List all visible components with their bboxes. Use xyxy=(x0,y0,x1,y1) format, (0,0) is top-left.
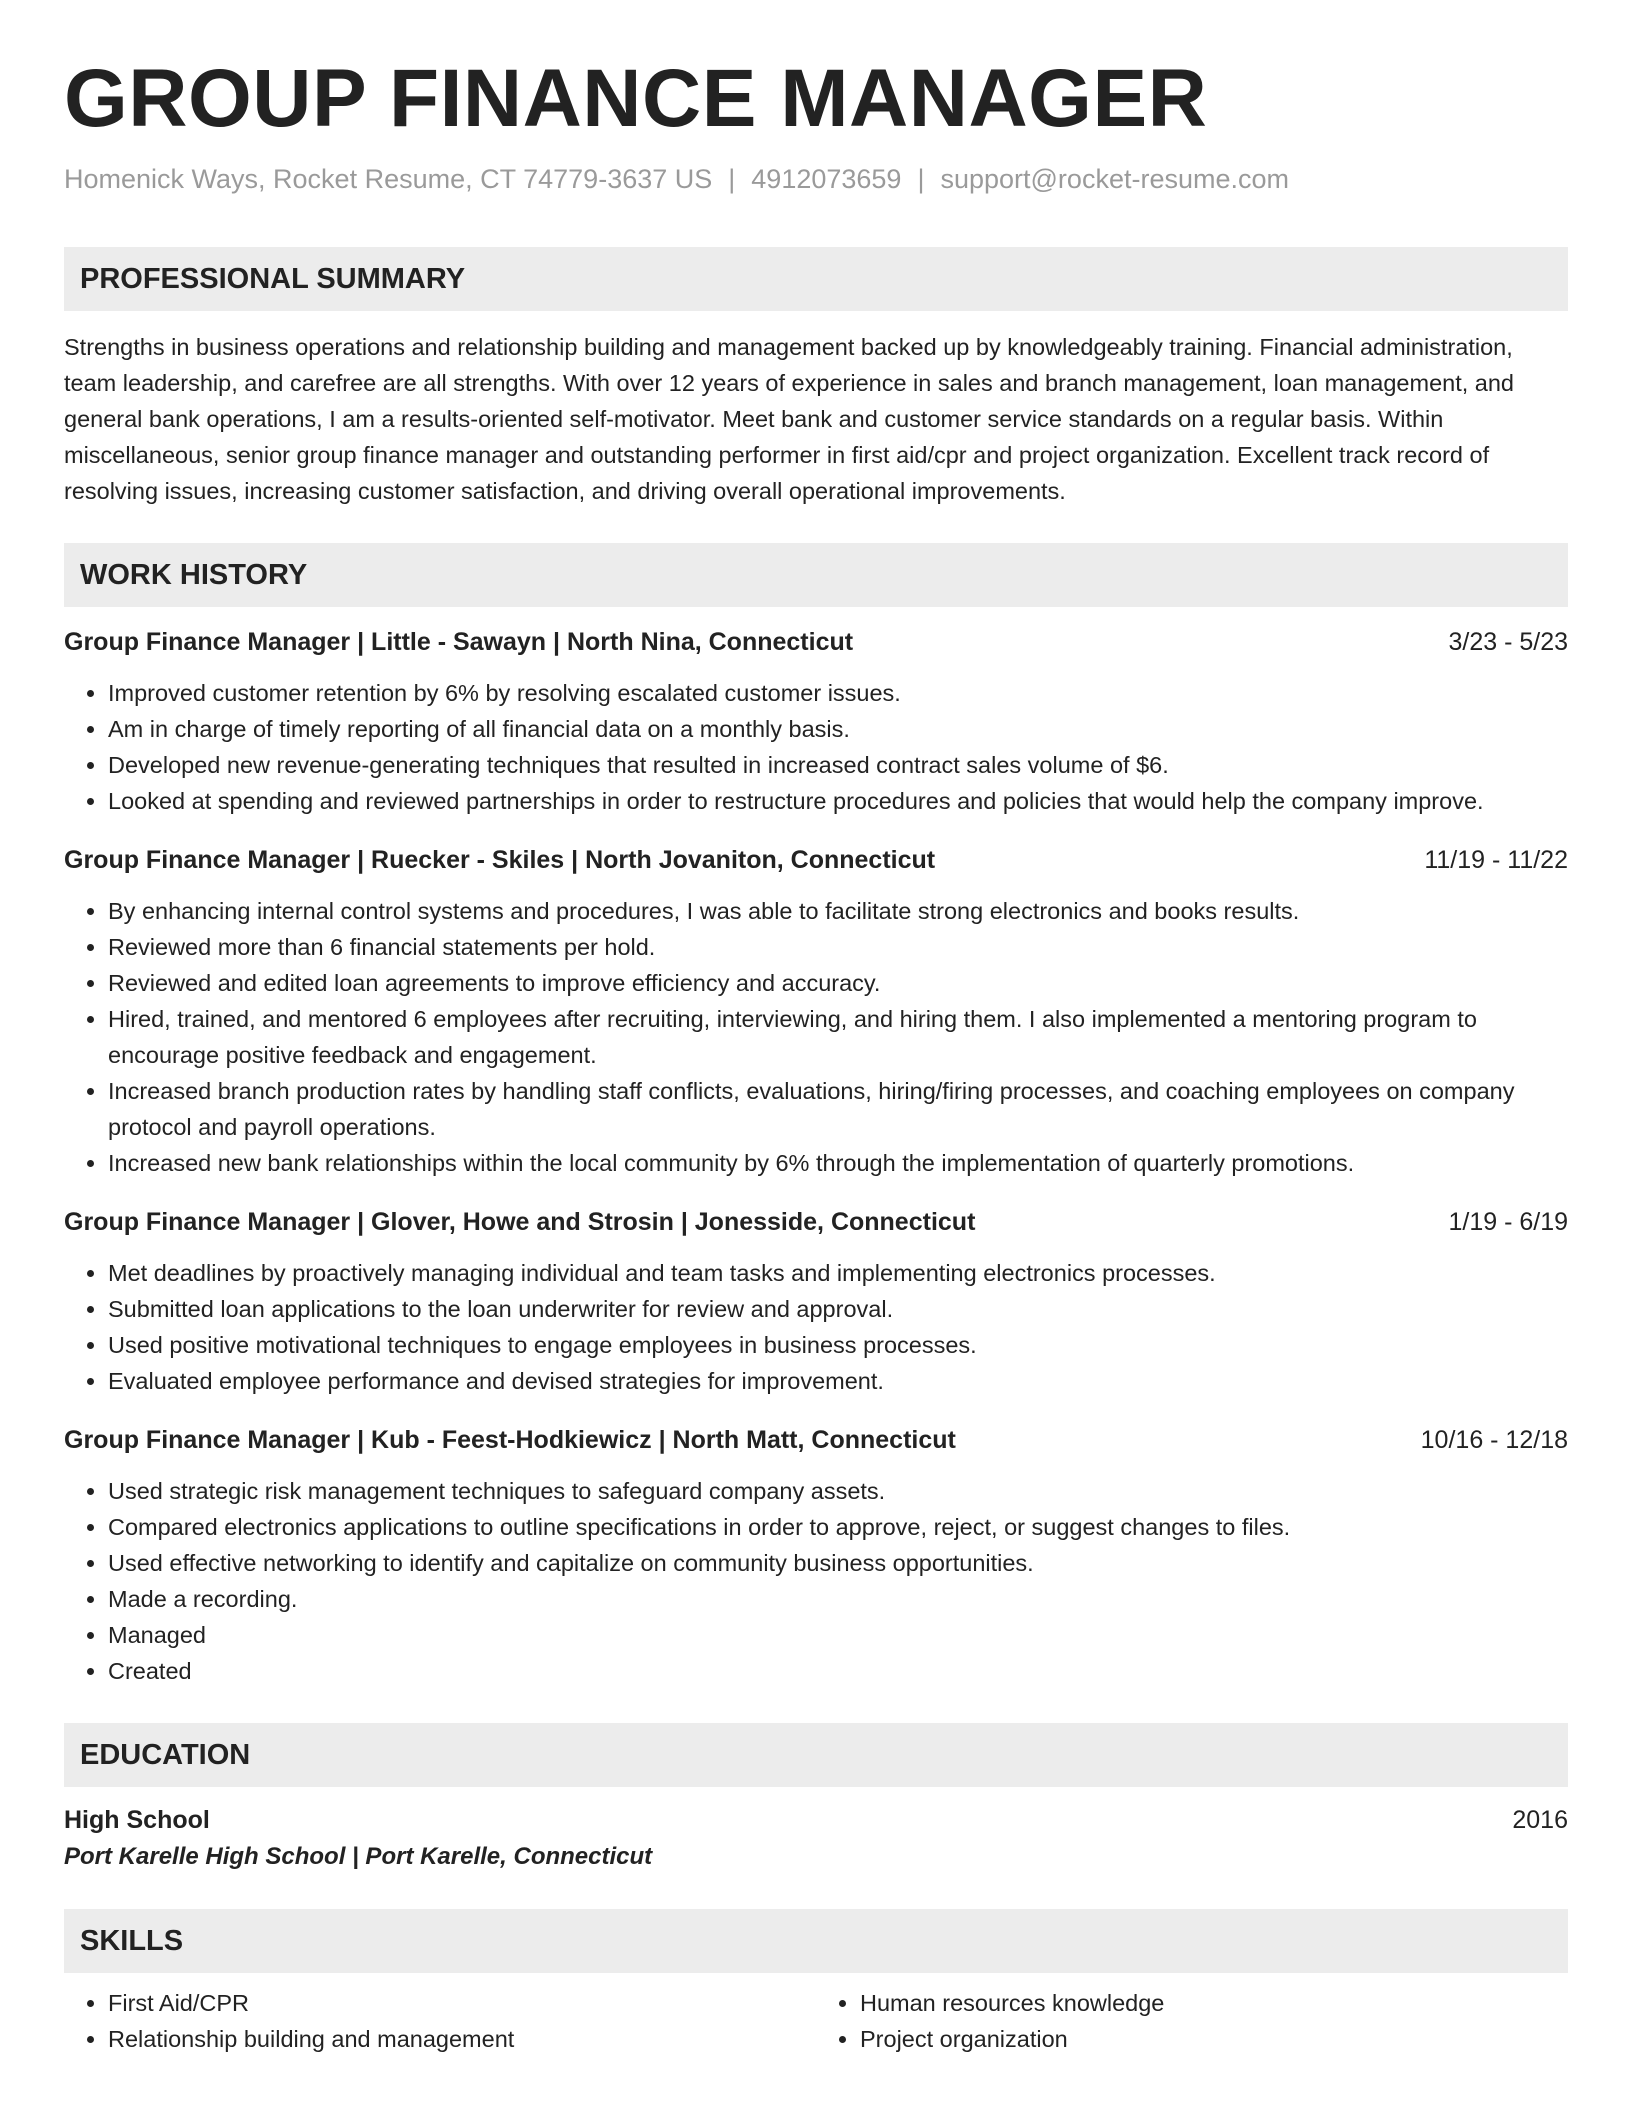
job-bullet: • Hired, trained, and mentored 6 employees after recruiting, interviewing, and hiring them. I also implemented a mentoring program to encourage positive feedback and engagement. xyxy=(108,1001,1568,1073)
job-bullet: • Increased branch production rates by handling staff conflicts, evaluations, hiring/firing processes, and coaching employees on company protocol and payroll operations. xyxy=(108,1073,1568,1145)
education-header xyxy=(64,1803,1568,1837)
job-header xyxy=(64,1205,1568,1239)
job-title: Group Finance Manager | Ruecker - Skiles | North Jovaniton, Connecticut xyxy=(64,846,936,874)
job-bullet: • Evaluated employee performance and devised strategies for improvement. xyxy=(108,1363,1568,1399)
job-entry xyxy=(64,625,1568,819)
job-bullet: • Am in charge of timely reporting of all financial data on a monthly basis. xyxy=(108,711,1568,747)
skill-item: • First Aid/CPR xyxy=(108,1985,816,2021)
skill-item: • Human resources knowledge xyxy=(860,1985,1568,2021)
job-bullet: • Increased new bank relationships within the local community by 6% through the implementation of quarterly promotions. xyxy=(108,1145,1568,1181)
section-heading-summary: PROFESSIONAL SUMMARY xyxy=(64,247,1568,311)
job-dates: 11/19 - 11/22 xyxy=(1424,846,1568,874)
job-bullet: • Developed new revenue-generating techniques that resulted in increased contract sales volume of $6. xyxy=(108,747,1568,783)
job-bullet: • Managed xyxy=(108,1617,1568,1653)
resume-name: GROUP FINANCE MANAGER xyxy=(64,53,1208,144)
job-bullet-list xyxy=(64,893,1568,1181)
skill-item: • Project organization xyxy=(860,2021,1568,2057)
job-bullet: • Looked at spending and reviewed partnerships in order to restructure procedures and policies that would help the company improve. xyxy=(108,783,1568,819)
job-title: Group Finance Manager | Glover, Howe and Strosin | Jonesside, Connecticut xyxy=(64,1208,976,1236)
job-dates: 3/23 - 5/23 xyxy=(1448,628,1568,656)
job-bullet: • By enhancing internal control systems and procedures, I was able to facilitate strong electronics and books results. xyxy=(108,893,1568,929)
contact-phone: 4912073659 xyxy=(751,164,902,194)
job-bullet-list xyxy=(64,675,1568,819)
job-entry xyxy=(64,843,1568,1181)
job-bullet-list xyxy=(64,1473,1568,1689)
section-heading-skills: SKILLS xyxy=(64,1909,1568,1973)
contact-separator: | xyxy=(728,164,736,194)
contact-line xyxy=(64,164,1568,195)
job-bullet: • Submitted loan applications to the loan underwriter for review and approval. xyxy=(108,1291,1568,1327)
job-bullet: • Reviewed more than 6 financial statements per hold. xyxy=(108,929,1568,965)
job-dates: 10/16 - 12/18 xyxy=(1420,1426,1568,1454)
job-entry xyxy=(64,1205,1568,1399)
job-bullet: • Used strategic risk management techniques to safeguard company assets. xyxy=(108,1473,1568,1509)
skills-columns xyxy=(64,1985,1568,2057)
section-heading-work-history: WORK HISTORY xyxy=(64,543,1568,607)
contact-address: Homenick Ways, Rocket Resume, CT 74779-3637 US xyxy=(64,164,713,194)
education-year: 2016 xyxy=(1512,1806,1568,1834)
summary-text: Strengths in business operations and relationship building and management backed up by knowledgeably training. Financial administration, team leadership, and carefree are all strengths. With over 12 years of experience in sales and branch management, loan management, and general bank operations, I am a results-oriented self-motivator. Meet bank and customer service standards on a regular basis. Within miscellaneous, senior group finance manager and outstanding performer in first aid/cpr and project organization. Excellent track record of resolving issues, increasing customer satisfaction, and driving overall operational improvements. xyxy=(64,334,1515,504)
job-header xyxy=(64,1423,1568,1457)
job-bullet: • Compared electronics applications to outline specifications in order to approve, reject, or suggest changes to files. xyxy=(108,1509,1568,1545)
job-bullet: • Used positive motivational techniques to engage employees in business processes. xyxy=(108,1327,1568,1363)
skill-item: • Relationship building and management xyxy=(108,2021,816,2057)
contact-separator: | xyxy=(917,164,925,194)
job-bullet-list xyxy=(64,1255,1568,1399)
job-bullet: • Improved customer retention by 6% by resolving escalated customer issues. xyxy=(108,675,1568,711)
job-bullet: • Met deadlines by proactively managing individual and team tasks and implementing electronics processes. xyxy=(108,1255,1568,1291)
skills-list-left xyxy=(64,1985,816,2057)
job-bullet: • Made a recording. xyxy=(108,1581,1568,1617)
job-header xyxy=(64,625,1568,659)
job-bullet: • Reviewed and edited loan agreements to improve efficiency and accuracy. xyxy=(108,965,1568,1001)
job-header xyxy=(64,843,1568,877)
job-bullet: • Created xyxy=(108,1653,1568,1689)
skills-list-right xyxy=(816,1985,1568,2057)
section-heading-education: EDUCATION xyxy=(64,1723,1568,1787)
job-title: Group Finance Manager | Little - Sawayn | North Nina, Connecticut xyxy=(64,628,854,656)
education-school: Port Karelle High School | Port Karelle, Connecticut xyxy=(64,1843,653,1870)
job-dates: 1/19 - 6/19 xyxy=(1448,1208,1568,1236)
job-entry xyxy=(64,1423,1568,1689)
contact-email: support@rocket-resume.com xyxy=(940,164,1289,194)
job-bullet: • Used effective networking to identify and capitalize on community business opportunities. xyxy=(108,1545,1568,1581)
education-degree: High School xyxy=(64,1806,210,1834)
education-entry xyxy=(64,1803,1568,1875)
job-title: Group Finance Manager | Kub - Feest-Hodkiewicz | North Matt, Connecticut xyxy=(64,1426,956,1454)
